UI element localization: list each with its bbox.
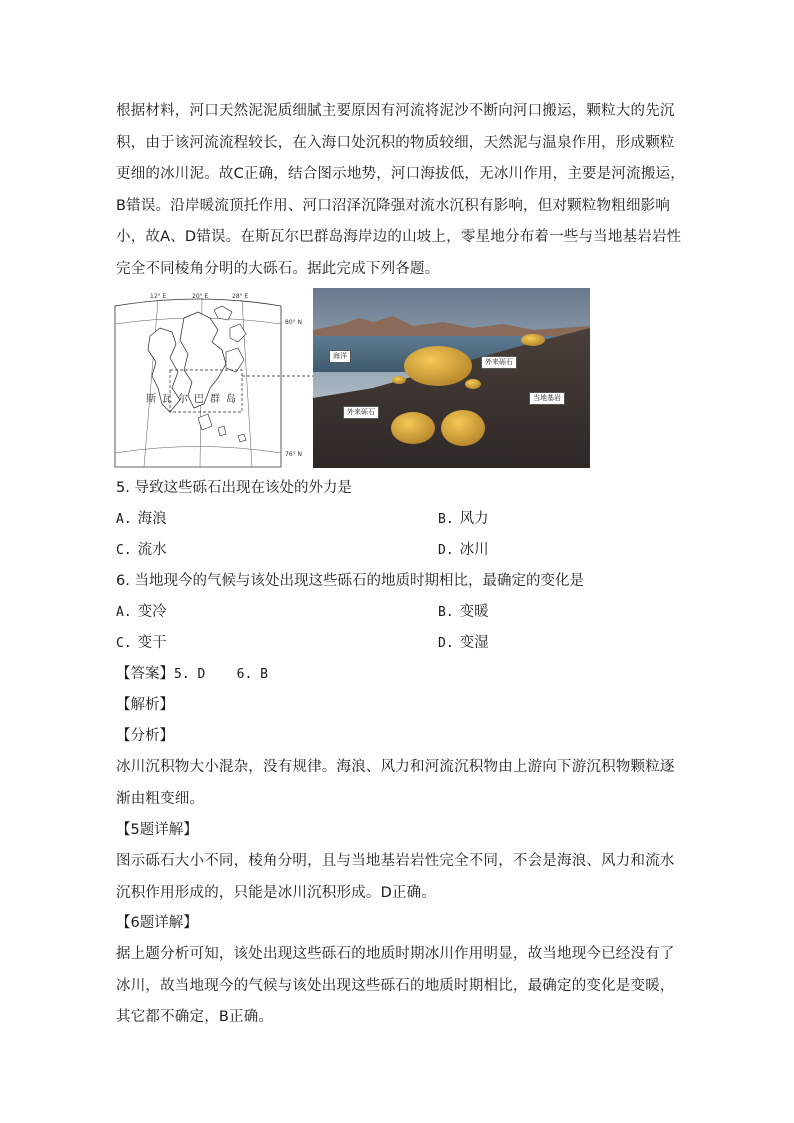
q5-option-d: D. 冰川 <box>438 542 489 558</box>
intro-paragraph: 根据材料，河口天然泥泥质细腻主要原因有河流将泥沙不断向河口搬运，颗粒大的先沉积，由于该河流流程较长，在入海口处沉积的物质较细，天然泥与温泉作用，形成颗粒更细的冰川泥。故C正确，结合图示地势，河口海拔低，无冰川作用，主要是河流搬运，B错误。沿岸暖流顶托作用、河口沼泽沉降强对流水沉积有影响，但对颗粒物粗细影响小，故A、D错误。在斯瓦尔巴群岛海岸边的山坡上，零星地分布着一些与当地基岩岩性完全不同棱角分明的大砾石。据此完成下列各题。 <box>116 103 685 277</box>
map-lat-labels <box>282 316 316 466</box>
q6-option-c: C. 变干 <box>116 635 167 651</box>
label-foreign-boulder-bottom: 外来砾石 <box>343 406 379 419</box>
svalbard-map <box>114 288 282 468</box>
label-foreign-boulder-top: 外来砾石 <box>481 356 517 369</box>
q5-option-a: A. 海浪 <box>116 511 167 527</box>
q5-option-b: B. 风力 <box>438 511 489 527</box>
lon-label-3: 28° E <box>232 293 249 300</box>
fenxi-text: 冰川沉积物大小混杂，没有规律。海浪、风力和河流沉积物由上游向下游沉积物颗粒逐渐由粗变细。 <box>116 759 675 807</box>
q5-detail-text: 图示砾石大小不同，棱角分明，且与当地基岩岩性完全不同，不会是海浪、风力和流水沉积作用形成的，只能是冰川沉积形成。D正确。 <box>116 853 675 901</box>
lon-label-2: 20° E <box>192 293 209 300</box>
q6-stem: 6. 当地现今的气候与该处出现这些砾石的地质时期相比，最确定的变化是 <box>116 573 584 589</box>
answer-line <box>116 664 268 685</box>
lat-label-80: 80° N <box>285 319 303 326</box>
analysis-heading: 【解析】 <box>116 697 174 713</box>
q6-option-a: A. 变冷 <box>116 604 167 620</box>
q6-detail-heading: 【6题详解】 <box>116 915 198 931</box>
photo-scene <box>313 288 590 468</box>
label-bedrock: 当地基岩 <box>529 392 565 405</box>
answer-label: 【答案】 <box>116 666 174 682</box>
q5-option-c: C. 流水 <box>116 542 167 558</box>
figure <box>114 288 590 470</box>
q6-option-d: D. 变湿 <box>438 635 489 651</box>
lon-label-1: 12° E <box>150 293 167 300</box>
fenxi-heading: 【分析】 <box>116 728 174 744</box>
q6-detail-text: 据上题分析可知，该处出现这些砾石的地质时期冰川作用明显，故当地现今已经没有了冰川，故当地现今的气候与该处出现这些砾石的地质时期相比，最确定的变化是变暖，其它都不确定，B正确。 <box>116 946 675 1025</box>
boulder-photo <box>313 288 590 468</box>
island-name: 斯瓦尔巴群岛 <box>146 394 242 405</box>
answer-text: 5. D 6. B <box>174 667 268 682</box>
label-sea: 海洋 <box>329 350 351 363</box>
q5-stem: 5. 导致这些砾石出现在该处的外力是 <box>116 480 352 496</box>
q5-detail-heading: 【5题详解】 <box>116 822 198 838</box>
q6-option-b: B. 变暖 <box>438 604 489 620</box>
lat-label-76: 76° N <box>285 451 303 458</box>
